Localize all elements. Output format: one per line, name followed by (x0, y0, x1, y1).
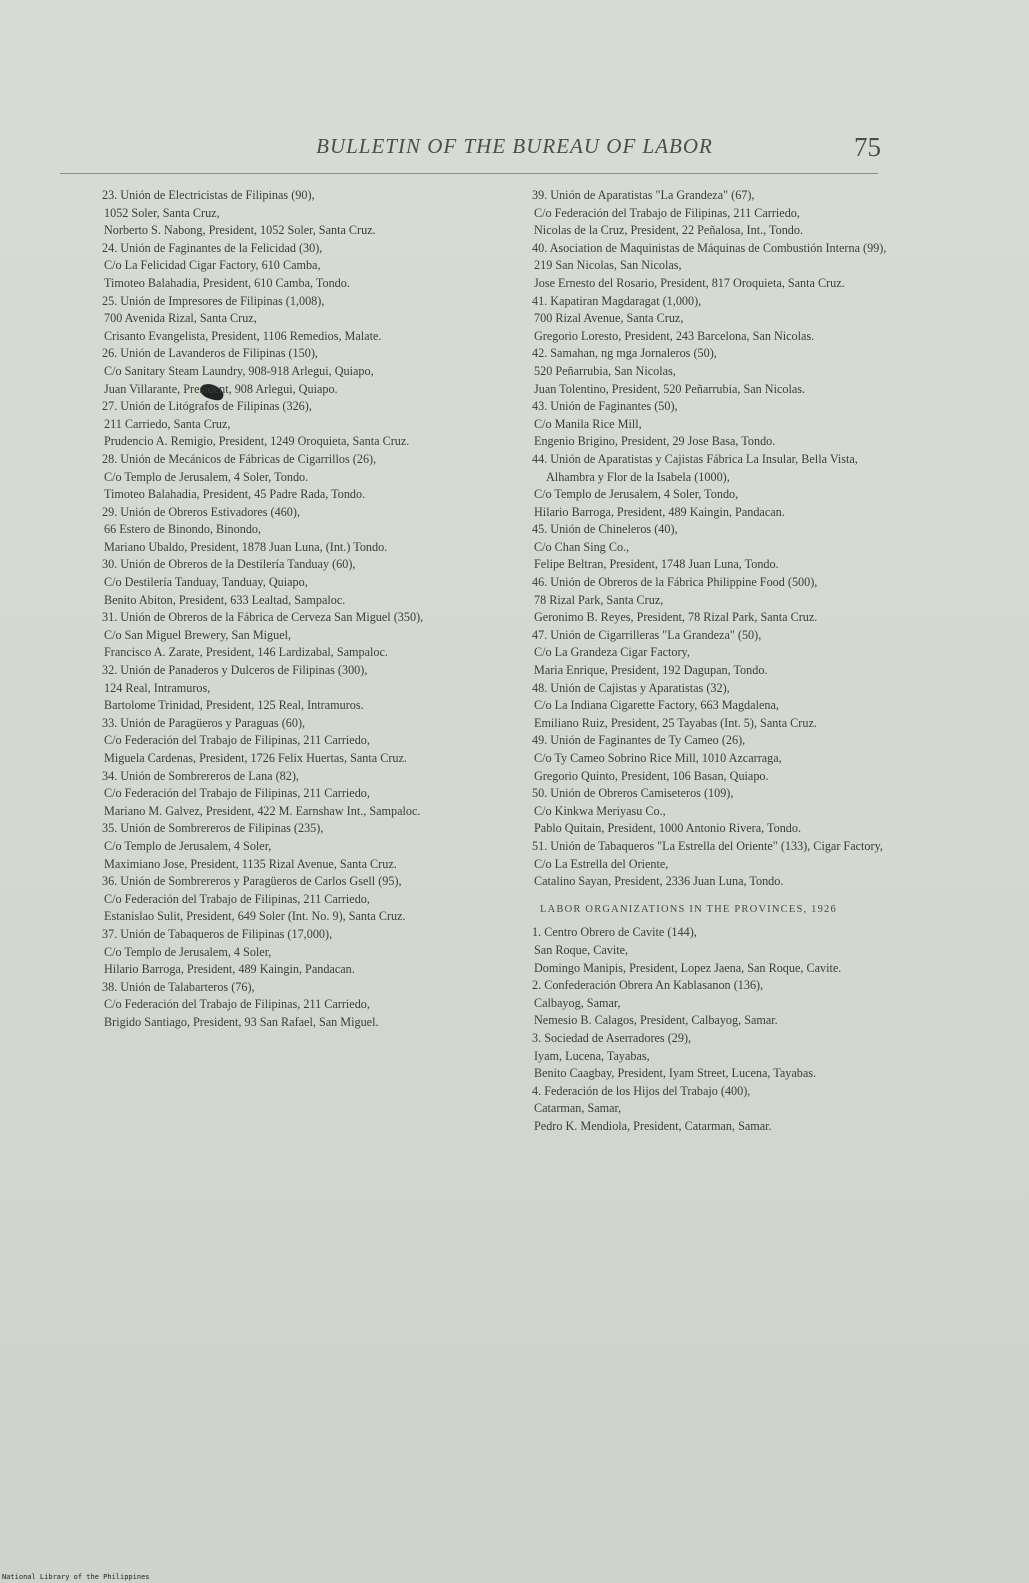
organization-entry (70, 240, 478, 293)
entry-president-line: Hilario Barroga, President, 489 Kaingin, Pandacan. (534, 504, 785, 519)
entry-president-line: Mariano Ubaldo, President, 1878 Juan Luna, (Int.) Tondo. (104, 539, 388, 554)
entry-president-line: Jose Ernesto del Rosario, President, 817 Oroquieta, Santa Cruz. (534, 275, 845, 290)
entry-address-line: 520 Peñarrubia, San Nicolas, (534, 363, 676, 378)
organization-entry (500, 451, 900, 521)
entry-address-line: C/o Manila Rice Mill, (534, 416, 642, 431)
right-column (500, 187, 900, 1135)
entry-president-line: Bartolome Trinidad, President, 125 Real, Intramuros. (104, 698, 364, 713)
organization-entry (70, 979, 478, 1032)
organization-entry (70, 609, 478, 662)
left-column (70, 187, 478, 1032)
running-header-title: BULLETIN OF THE BUREAU OF LABOR (316, 134, 713, 158)
province-entries (500, 924, 900, 1135)
organization-entry (500, 521, 900, 574)
entry-president-line: Estanislao Sulit, President, 649 Soler (Int. No. 9), Santa Cruz. (104, 909, 406, 924)
entry-president-line: Norberto S. Nabong, President, 1052 Soler, Santa Cruz. (104, 223, 376, 238)
entry-president-line: Engenio Brigino, President, 29 Jose Basa, Tondo. (534, 434, 776, 449)
entry-president-line: Pedro K. Mendiola, President, Catarman, Samar. (534, 1118, 772, 1133)
entry-name-line: 48. Unión de Cajistas y Aparatistas (32), (532, 680, 730, 695)
entry-name-line: 1. Centro Obrero de Cavite (144), (532, 925, 697, 940)
entry-name-line: 40. Asociation de Maquinistas de Máquinas de Combustión Interna (99), (532, 240, 887, 255)
organization-entry (500, 838, 900, 891)
entry-address-line: 66 Estero de Binondo, Binondo, (104, 522, 262, 537)
entry-president-line: Nicolas de la Cruz, President, 22 Peñalosa, Int., Tondo. (534, 223, 804, 238)
entry-address-line: 211 Carriedo, Santa Cruz, (104, 416, 231, 431)
organization-entry (70, 556, 478, 609)
entry-name-line: 4. Federación de los Hijos del Trabajo (400), (532, 1083, 751, 1098)
entry-address-line: C/o Federación del Trabajo de Filipinas, 211 Carriedo, (104, 891, 370, 906)
entry-president-line: Benito Caagbay, President, Iyam Street, Lucena, Tayabas. (534, 1066, 817, 1081)
entry-president-line: Juan Tolentino, President, 520 Peñarrubia, San Nicolas. (534, 381, 806, 396)
entry-address-line: C/o San Miguel Brewery, San Miguel, (104, 627, 292, 642)
entry-president-line: Gregorio Loresto, President, 243 Barcelona, San Nicolas. (534, 328, 815, 343)
organization-entry (500, 293, 900, 346)
entry-name-line: 46. Unión de Obreros de la Fábrica Philippine Food (500), (532, 575, 818, 590)
entry-name-line: 29. Unión de Obreros Estivadores (460), (102, 504, 301, 519)
entry-president-line: Juan Villarante, President, 908 Arlegui, Quiapo. (104, 381, 338, 396)
entry-president-line: Domingo Manipis, President, Lopez Jaena, San Roque, Cavite. (534, 960, 842, 975)
entry-president-line: Hilario Barroga, President, 489 Kaingin, Pandacan. (104, 962, 355, 977)
entry-name-line: 35. Unión de Sombrereros de Filipinas (235), (102, 821, 324, 836)
entry-name-line: 37. Unión de Tabaqueros de Filipinas (17,000), (102, 926, 333, 941)
entry-name-line: 44. Unión de Aparatistas y Cajistas Fábrica La Insular, Bella Vista, Alhambra y Flor de la Isabela (1000), (532, 451, 858, 484)
organization-entry (500, 680, 900, 733)
entry-address-line: C/o Templo de Jerusalem, 4 Soler, Tondo. (104, 469, 309, 484)
organization-entry (70, 345, 478, 398)
entry-address-line: C/o Kinkwa Meriyasu Co., (534, 803, 666, 818)
organization-entry (70, 662, 478, 715)
entry-address-line: 1052 Soler, Santa Cruz, (104, 205, 220, 220)
organization-entry (500, 977, 900, 1030)
entry-address-line: Iyam, Lucena, Tayabas, (534, 1048, 650, 1063)
entry-address-line: San Roque, Cavite, (534, 942, 629, 957)
entry-name-line: 2. Confederación Obrera An Kablasanon (136), (532, 978, 764, 993)
entry-president-line: Timoteo Balahadia, President, 45 Padre Rada, Tondo. (104, 487, 366, 502)
entry-address-line: C/o La Estrella del Oriente, (534, 856, 669, 871)
organization-entry (70, 451, 478, 504)
organization-entry (500, 1083, 900, 1136)
entry-name-line: 41. Kapatiran Magdaragat (1,000), (532, 293, 702, 308)
organization-entry (500, 398, 900, 451)
organization-entry (70, 398, 478, 451)
entry-president-line: Prudencio A. Remigio, President, 1249 Oroquieta, Santa Cruz. (104, 434, 410, 449)
entry-name-line: 38. Unión de Talabarteros (76), (102, 979, 255, 994)
entry-name-line: 24. Unión de Faginantes de la Felicidad (30), (102, 240, 323, 255)
entry-president-line: Geronimo B. Reyes, President, 78 Rizal Park, Santa Cruz. (534, 610, 818, 625)
organization-entry (500, 574, 900, 627)
entry-name-line: 45. Unión de Chineleros (40), (532, 522, 678, 537)
entry-address-line: C/o Destilería Tanduay, Tanduay, Quiapo, (104, 575, 308, 590)
organization-entry (500, 732, 900, 785)
library-credit: National Library of the Philippines (2, 1573, 150, 1581)
entry-address-line: C/o La Grandeza Cigar Factory, (534, 645, 690, 660)
header-rule (60, 173, 878, 174)
entry-address-line: Catarman, Samar, (534, 1101, 622, 1116)
entry-name-line: 27. Unión de Litógrafos de Filipinas (326), (102, 399, 312, 414)
page-number: 75 (854, 132, 881, 162)
entry-address-line: 700 Avenida Rizal, Santa Cruz, (104, 311, 257, 326)
entry-president-line: Mariano M. Galvez, President, 422 M. Earnshaw Int., Sampaloc. (104, 803, 421, 818)
organization-entry (500, 187, 900, 240)
entry-address-line: C/o La Felicidad Cigar Factory, 610 Camba, (104, 258, 321, 273)
entry-name-line: 26. Unión de Lavanderos de Filipinas (150), (102, 346, 318, 361)
organization-entry (500, 924, 900, 977)
organization-entry (500, 345, 900, 398)
organization-entry (70, 820, 478, 873)
entry-name-line: 50. Unión de Obreros Camiseteros (109), (532, 786, 734, 801)
entry-name-line: 51. Unión de Tabaqueros "La Estrella del Oriente" (133), Cigar Factory, (532, 838, 883, 853)
entry-president-line: Miguela Cardenas, President, 1726 Felix Huertas, Santa Cruz. (104, 751, 407, 765)
entry-name-line: 31. Unión de Obreros de la Fábrica de Cerveza San Miguel (350), (102, 610, 424, 625)
entry-president-line: Benito Abiton, President, 633 Lealtad, Sampaloc. (104, 592, 346, 607)
entry-address-line: C/o Federación del Trabajo de Filipinas, 211 Carriedo, (104, 997, 370, 1012)
entry-address-line: C/o Templo de Jerusalem, 4 Soler, (104, 944, 272, 959)
organization-entry (500, 785, 900, 838)
entry-name-line: 23. Unión de Electricistas de Filipinas (90), (102, 188, 315, 202)
entry-name-line: 42. Samahan, ng mga Jornaleros (50), (532, 346, 717, 361)
provinces-heading: LABOR ORGANIZATIONS IN THE PROVINCES, 1926 (540, 903, 837, 915)
entry-president-line: Timoteo Balahadia, President, 610 Camba, Tondo. (104, 275, 350, 290)
entry-address-line: C/o Templo de Jerusalem, 4 Soler, (104, 838, 272, 853)
entry-president-line: Felipe Beltran, President, 1748 Juan Luna, Tondo. (534, 557, 779, 572)
entry-name-line: 32. Unión de Panaderos y Dulceros de Filipinas (300), (102, 663, 368, 678)
entry-name-line: 28. Unión de Mecánicos de Fábricas de Cigarrillos (26), (102, 451, 377, 466)
city-entries-continued (500, 187, 900, 891)
entry-name-line: 49. Unión de Faginantes de Ty Cameo (26), (532, 733, 746, 748)
entry-address-line: C/o Ty Cameo Sobrino Rice Mill, 1010 Azcarraga, (534, 751, 782, 765)
entry-name-line: 39. Unión de Aparatistas "La Grandeza" (67), (532, 188, 755, 202)
entry-president-line: Maximiano Jose, President, 1135 Rizal Avenue, Santa Cruz. (104, 856, 397, 871)
entry-address-line: C/o Federación del Trabajo de Filipinas, 211 Carriedo, (104, 733, 370, 748)
entry-name-line: 30. Unión de Obreros de la Destilería Tanduay (60), (102, 557, 356, 572)
organization-entry (70, 715, 478, 768)
organization-entry (70, 926, 478, 979)
organization-entry (70, 768, 478, 821)
entry-address-line: C/o Templo de Jerusalem, 4 Soler, Tondo, (534, 487, 739, 502)
entry-name-line: 34. Unión de Sombrereros de Lana (82), (102, 768, 299, 783)
entry-president-line: Crisanto Evangelista, President, 1106 Remedios, Malate. (104, 328, 382, 343)
entry-address-line: C/o Federación del Trabajo de Filipinas, 211 Carriedo, (104, 786, 370, 801)
entry-president-line: Gregorio Quinto, President, 106 Basan, Quiapo. (534, 768, 769, 783)
organization-entry (500, 627, 900, 680)
entry-president-line: Catalino Sayan, President, 2336 Juan Luna, Tondo. (534, 874, 784, 889)
entry-name-line: 3. Sociedad de Aserradores (29), (532, 1030, 692, 1045)
organization-entry (500, 1030, 900, 1083)
organization-entry (500, 240, 900, 293)
entry-president-line: Francisco A. Zarate, President, 146 Lardizabal, Sampaloc. (104, 645, 388, 660)
entry-president-line: Maria Enrique, President, 192 Dagupan, Tondo. (534, 663, 768, 678)
entry-name-line: 47. Unión de Cigarrilleras "La Grandeza" (50), (532, 627, 762, 642)
entry-name-line: 33. Unión de Paragüeros y Paraguas (60), (102, 715, 306, 730)
organization-entry (70, 873, 478, 926)
entry-address-line: C/o Sanitary Steam Laundry, 908-918 Arlegui, Quiapo, (104, 363, 374, 378)
entry-name-line: 43. Unión de Faginantes (50), (532, 399, 678, 414)
entry-president-line: Emiliano Ruiz, President, 25 Tayabas (Int. 5), Santa Cruz. (534, 715, 817, 730)
entry-president-line: Nemesio B. Calagos, President, Calbayog, Samar. (534, 1013, 778, 1028)
entry-name-line: 36. Unión de Sombrereros y Paragüeros de Carlos Gsell (95), (102, 874, 402, 889)
entry-address-line: C/o Chan Sing Co., (534, 539, 630, 554)
entry-president-line: Pablo Quitain, President, 1000 Antonio Rivera, Tondo. (534, 821, 802, 836)
organization-entry (70, 504, 478, 557)
entry-address-line: Calbayog, Samar, (534, 995, 621, 1010)
entry-address-line: C/o La Indiana Cigarette Factory, 663 Magdalena, (534, 698, 779, 713)
entry-address-line: 124 Real, Intramuros, (104, 680, 211, 695)
entry-address-line: 78 Rizal Park, Santa Cruz, (534, 592, 664, 607)
organization-entry (70, 293, 478, 346)
entry-address-line: 219 San Nicolas, San Nicolas, (534, 258, 682, 273)
entry-address-line: 700 Rizal Avenue, Santa Cruz, (534, 311, 684, 326)
entry-president-line: Brigido Santiago, President, 93 San Rafael, San Miguel. (104, 1014, 379, 1029)
entry-address-line: C/o Federación del Trabajo de Filipinas, 211 Carriedo, (534, 205, 800, 220)
organization-entry (70, 187, 478, 240)
entry-name-line: 25. Unión de Impresores de Filipinas (1,008), (102, 293, 325, 308)
